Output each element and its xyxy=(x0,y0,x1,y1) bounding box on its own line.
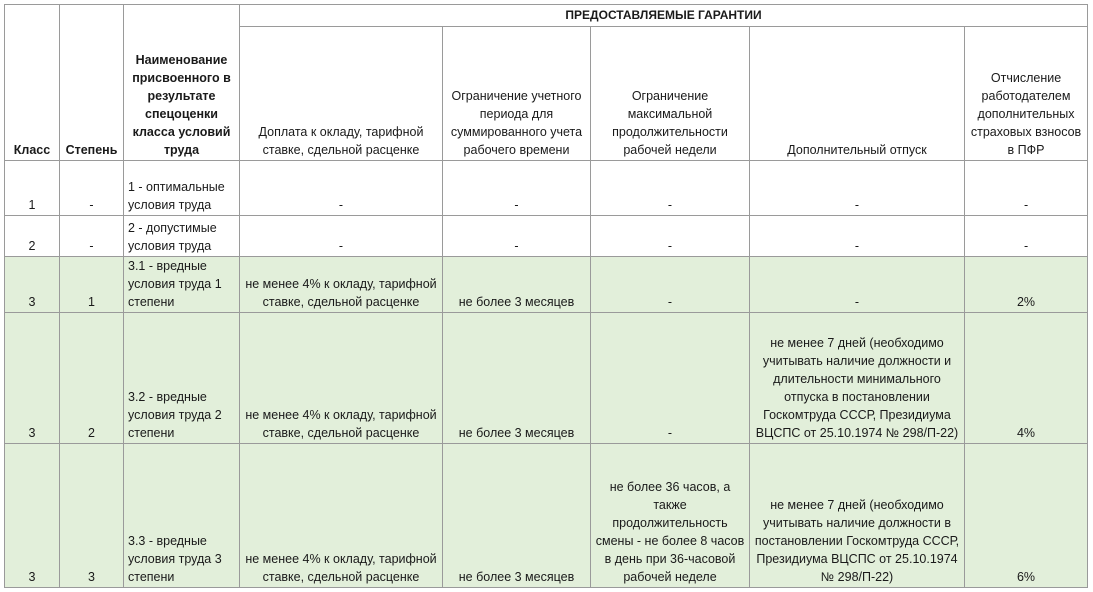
super-header-guarantees: ПРЕДОСТАВЛЯЕМЫЕ ГАРАНТИИ xyxy=(240,5,1088,27)
cell-period: - xyxy=(443,216,591,257)
cell-surcharge: не менее 4% к окладу, тарифной ставке, сдельной расценке xyxy=(240,313,443,444)
cell-week: - xyxy=(591,161,750,216)
cell-class: 3 xyxy=(5,444,60,588)
header-class: Класс xyxy=(5,5,60,161)
cell-pension: 2% xyxy=(965,257,1088,313)
header-name: Наименование присвоенного в результате спецоценки класса условий труда xyxy=(124,5,240,161)
header-vacation: Дополнительный отпуск xyxy=(750,27,965,161)
cell-pension: - xyxy=(965,216,1088,257)
cell-week: - xyxy=(591,313,750,444)
cell-name: 1 - оптимальные условия труда xyxy=(124,161,240,216)
table-row xyxy=(5,216,1088,257)
header-pension: Отчисление работодателем дополнительных страховых взносов в ПФР xyxy=(965,27,1088,161)
cell-surcharge: - xyxy=(240,216,443,257)
cell-period: не более 3 месяцев xyxy=(443,257,591,313)
table-row xyxy=(5,313,1088,444)
cell-name: 3.3 - вредные условия труда 3 степени xyxy=(124,444,240,588)
table-row xyxy=(5,444,1088,588)
super-header-row xyxy=(5,5,1088,27)
header-period: Ограничение учетного периода для суммированного учета рабочего времени xyxy=(443,27,591,161)
cell-name: 3.2 - вредные условия труда 2 степени xyxy=(124,313,240,444)
header-degree: Степень xyxy=(60,5,124,161)
cell-week: - xyxy=(591,216,750,257)
cell-surcharge: не менее 4% к окладу, тарифной ставке, сдельной расценке xyxy=(240,257,443,313)
cell-name: 2 - допустимые условия труда xyxy=(124,216,240,257)
cell-pension: 4% xyxy=(965,313,1088,444)
cell-week: не более 36 часов, а также продолжительность смены - не более 8 часов в день при 36-часовой рабочей неделе xyxy=(591,444,750,588)
cell-class: 2 xyxy=(5,216,60,257)
cell-period: не более 3 месяцев xyxy=(443,313,591,444)
cell-vacation: не менее 7 дней (необходимо учитывать наличие должности в постановлении Госкомтруда СССР, Президиума ВЦСПС от 25.10.1974 № 298/П-22) xyxy=(750,444,965,588)
cell-degree: 1 xyxy=(60,257,124,313)
table-row xyxy=(5,161,1088,216)
cell-class: 3 xyxy=(5,313,60,444)
header-surcharge: Доплата к окладу, тарифной ставке, сдельной расценке xyxy=(240,27,443,161)
cell-surcharge: не менее 4% к окладу, тарифной ставке, сдельной расценке xyxy=(240,444,443,588)
cell-name: 3.1 - вредные условия труда 1 степени xyxy=(124,257,240,313)
guarantees-table xyxy=(4,4,1088,588)
table-row xyxy=(5,257,1088,313)
cell-week: - xyxy=(591,257,750,313)
cell-pension: 6% xyxy=(965,444,1088,588)
header-week: Ограничение максимальной продолжительности рабочей недели xyxy=(591,27,750,161)
cell-vacation: не менее 7 дней (необходимо учитывать наличие должности и длительности минимального отпуска в постановлении Госкомтруда СССР, Президиума ВЦСПС от 25.10.1974 № 298/П-22) xyxy=(750,313,965,444)
cell-class: 1 xyxy=(5,161,60,216)
cell-degree: 3 xyxy=(60,444,124,588)
cell-vacation: - xyxy=(750,257,965,313)
cell-vacation: - xyxy=(750,216,965,257)
cell-pension: - xyxy=(965,161,1088,216)
cell-degree: - xyxy=(60,161,124,216)
cell-class: 3 xyxy=(5,257,60,313)
cell-period: - xyxy=(443,161,591,216)
cell-vacation: - xyxy=(750,161,965,216)
cell-surcharge: - xyxy=(240,161,443,216)
cell-degree: 2 xyxy=(60,313,124,444)
cell-period: не более 3 месяцев xyxy=(443,444,591,588)
cell-degree: - xyxy=(60,216,124,257)
